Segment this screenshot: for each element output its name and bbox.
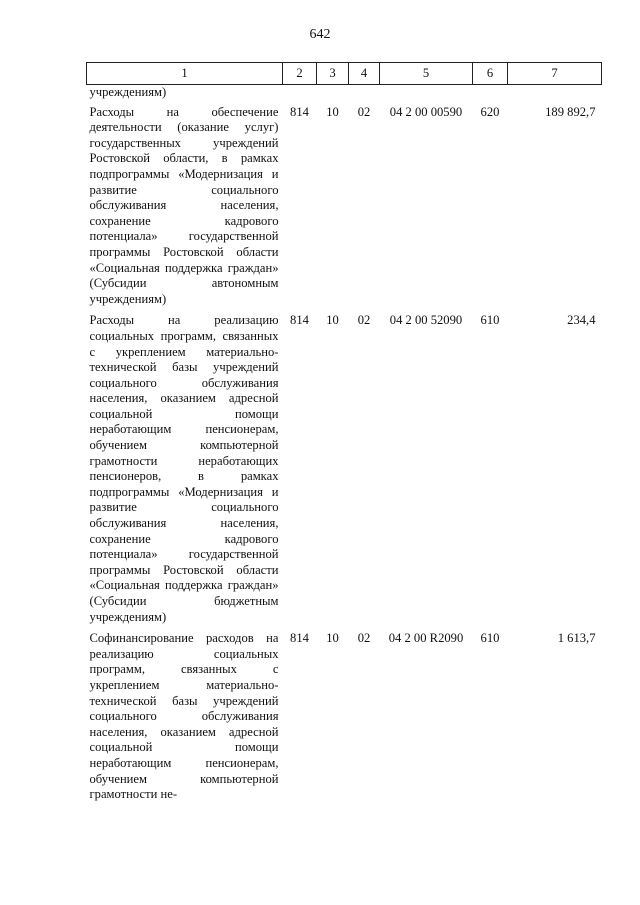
expense-type-code: 610	[480, 631, 500, 646]
table-row	[87, 313, 602, 631]
subsection-code: 02	[357, 104, 371, 119]
target-article-code: 04 2 00 52090	[389, 313, 463, 328]
column-header: 5	[380, 63, 473, 85]
subsection-code: 02	[357, 631, 371, 646]
table-row	[87, 105, 602, 314]
target-article-code: 04 2 00 R2090	[388, 631, 464, 646]
amount: 189 892,7	[545, 104, 596, 119]
column-header: 2	[283, 63, 317, 85]
table-header-row	[87, 63, 602, 85]
expense-type-code: 620	[480, 104, 500, 119]
table-row	[87, 631, 602, 809]
section-code: 10	[326, 631, 339, 646]
row-description: Расходы на реализацию социальных программ, связанных с укреплением материально-технической базы учреждений социального обслуживания населения, оказанием адресной социальной помощи неработающим пенсионерам, обучением компьютерной грамотности неработающих пенсионеров, в рамках подпрограммы «Модернизация и развитие социального обслуживания населения, сохранение кадрового потенциала» государственной программы Ростовской области «Социальная поддержка граждан» (Субсидии бюджетным учреждениям)	[89, 313, 279, 624]
subsection-code: 02	[357, 313, 371, 328]
column-header: 4	[349, 63, 380, 85]
budget-table	[86, 62, 602, 809]
row-description: Софинансирование расходов на реализацию социальных программ, связанных с укреплением материально-технической базы учреждений социального обслуживания населения, оказанием адресной социальной помощи неработающим пенсионерам, обучением компьютерной грамотности не-	[89, 631, 279, 802]
page-number: 642	[309, 27, 331, 42]
ministry-code: 814	[290, 631, 309, 646]
amount: 1 613,7	[557, 631, 596, 646]
row-description: Расходы на обеспечение деятельности (оказание услуг) государственных учреждений Ростовской области, в рамках подпрограммы «Модернизация и развитие социального обслуживания населения, сохранение кадрового потенциала» государственной программы Ростовской области «Социальная поддержка граждан» (Субсидии автономным учреждениям)	[89, 104, 279, 306]
column-header: 6	[473, 63, 508, 85]
column-header: 7	[508, 63, 602, 85]
ministry-code: 814	[290, 313, 309, 328]
column-header: 1	[87, 63, 283, 85]
amount: 234,4	[567, 313, 596, 328]
section-code: 10	[326, 313, 339, 328]
expense-type-code: 610	[480, 313, 500, 328]
ministry-code: 814	[290, 104, 309, 119]
column-header: 3	[317, 63, 349, 85]
table-row-continuation	[87, 85, 602, 105]
section-code: 10	[326, 104, 339, 119]
target-article-code: 04 2 00 00590	[389, 104, 463, 119]
continued-description: учреждениям)	[89, 85, 167, 99]
